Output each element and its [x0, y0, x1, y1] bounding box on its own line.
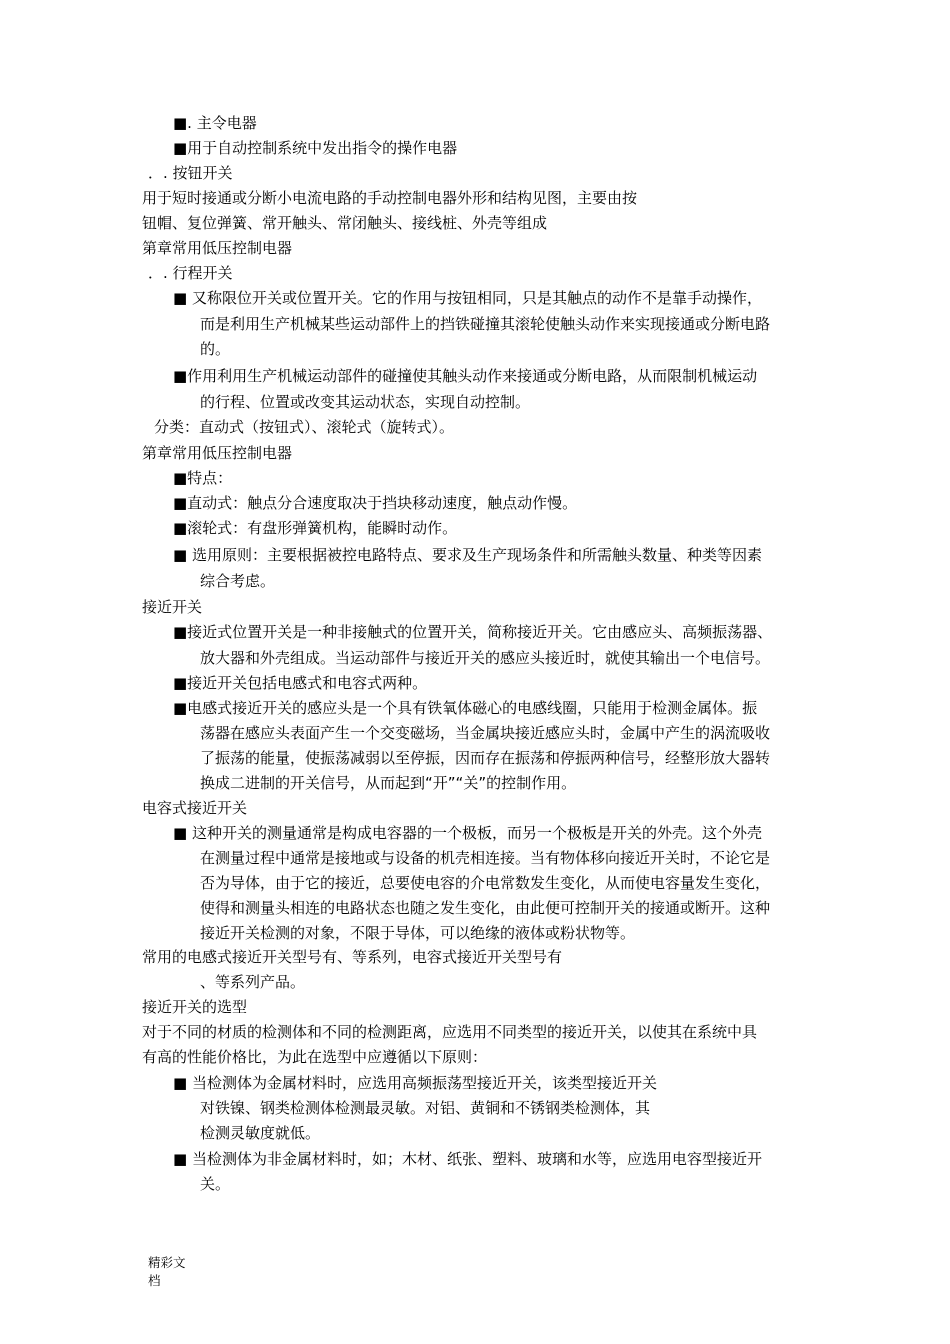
paragraph-line: 了振荡的能量，使振荡减弱以至停振，因而存在振荡和停振两种信号，经整形放大器转: [200, 749, 771, 767]
paragraph-line: 对铁镍、钢类检测体检测最灵敏。对铝、黄铜和不锈钢类检测体，其: [200, 1099, 651, 1117]
bullet-heading-main-command: ■. 主令电器: [173, 114, 257, 132]
paragraph-line: 关。: [200, 1175, 231, 1193]
paragraph-line: 的。: [200, 340, 231, 358]
bullet-line: ■用于自动控制系统中发出指令的操作电器: [173, 139, 458, 157]
section-heading-selection: 接近开关的选型: [142, 998, 248, 1016]
paragraph-line: 检测灵敏度就低。: [200, 1124, 321, 1142]
bullet-line: ■特点：: [173, 469, 233, 487]
paragraph-line: 对于不同的材质的检测体和不同的检测距离，应选用不同类型的接近开关，以使其在系统中具: [142, 1023, 758, 1041]
bullet-line: ■直动式：触点分合速度取决于挡块移动速度，触点动作慢。: [173, 494, 578, 512]
bullet-line: ■接近开关包括电感式和电容式两种。: [173, 674, 428, 692]
bullet-line: ■电感式接近开关的感应头是一个具有铁氧体磁心的电感线圈，只能用于检测金属体。振: [173, 699, 758, 717]
section-heading-travel-switch: ．. 行程开关: [148, 264, 233, 282]
chapter-heading: 第章常用低压控制电器: [142, 239, 293, 257]
paragraph-line: 否为导体，由于它的接近，总要使电容的介电常数发生变化，从而使电容量发生变化，: [200, 874, 771, 892]
footer-text-line-1: 精彩文: [148, 1255, 186, 1270]
paragraph-line: 接近开关检测的对象，不限于导体，可以绝缘的液体或粉状物等。: [200, 924, 636, 942]
paragraph-line: 综合考虑。: [200, 572, 276, 590]
bullet-line: ■ 选用原则：主要根据被控电路特点、要求及生产现场条件和所需触头数量、种类等因素: [173, 546, 762, 564]
paragraph-line: 的行程、位置或改变其运动状态，实现自动控制。: [200, 393, 531, 411]
section-heading-proximity-switch: 接近开关: [142, 598, 203, 616]
paragraph-line: 放大器和外壳组成。当运动部件与接近开关的感应头接近时，就使其输出一个电信号。: [200, 649, 771, 667]
paragraph-line: 荡器在感应头表面产生一个交变磁场，当金属块接近感应头时，金属中产生的涡流吸收: [200, 724, 771, 742]
paragraph-line: 在测量过程中通常是接地或与设备的机壳相连接。当有物体移向接近开关时，不论它是: [200, 849, 771, 867]
paragraph-line: 钮帽、复位弹簧、常开触头、常闭触头、接线桩、外壳等组成: [142, 214, 548, 232]
bullet-line: ■滚轮式：有盘形弹簧机构，能瞬时动作。: [173, 519, 458, 537]
paragraph-line: 用于短时接通或分断小电流电路的手动控制电器外形和结构见图，主要由按: [142, 189, 638, 207]
paragraph-line: 、等系列产品。: [200, 973, 306, 991]
paragraph-line: 分类：直动式（按钮式）、滚轮式（旋转式）。: [154, 418, 455, 436]
bullet-line: ■ 又称限位开关或位置开关。它的作用与按钮相同，只是其触点的动作不是靠手动操作，: [173, 289, 762, 307]
bullet-line: ■接近式位置开关是一种非接触式的位置开关，简称接近开关。它由感应头、高频振荡器、: [173, 623, 773, 641]
paragraph-line: 常用的电感式接近开关型号有、等系列，电容式接近开关型号有: [142, 948, 563, 966]
bullet-line: ■ 这种开关的测量通常是构成电容器的一个极板，而另一个极板是开关的外壳。这个外壳: [173, 824, 762, 842]
bullet-line: ■ 当检测体为金属材料时，应选用高频振荡型接近开关，该类型接近开关: [173, 1074, 657, 1092]
paragraph-line: 而是利用生产机械某些运动部件上的挡铁碰撞其滚轮使触头动作来实现接通或分断电路: [200, 315, 771, 333]
bullet-line: ■ 当检测体为非金属材料时，如；木材、纸张、塑料、玻璃和水等，应选用电容型接近开: [173, 1150, 762, 1168]
footer-text-line-2: 档: [148, 1273, 161, 1288]
bullet-line: ■作用利用生产机械运动部件的碰撞使其触头动作来接通或分断电路，从而限制机械运动: [173, 367, 758, 385]
paragraph-line: 换成二进制的开关信号，从而起到“开”“关”的控制作用。: [200, 774, 577, 792]
chapter-heading: 第章常用低压控制电器: [142, 444, 293, 462]
section-heading-capacitive-switch: 电容式接近开关: [142, 799, 248, 817]
paragraph-line: 有高的性能价格比，为此在选型中应遵循以下原则：: [142, 1048, 488, 1066]
page-footer: [148, 1254, 208, 1290]
paragraph-line: 使得和测量头相连的电路状态也随之发生变化，由此便可控制开关的接通或断开。这种: [200, 899, 771, 917]
section-heading-button-switch: ．. 按钮开关: [148, 164, 233, 182]
